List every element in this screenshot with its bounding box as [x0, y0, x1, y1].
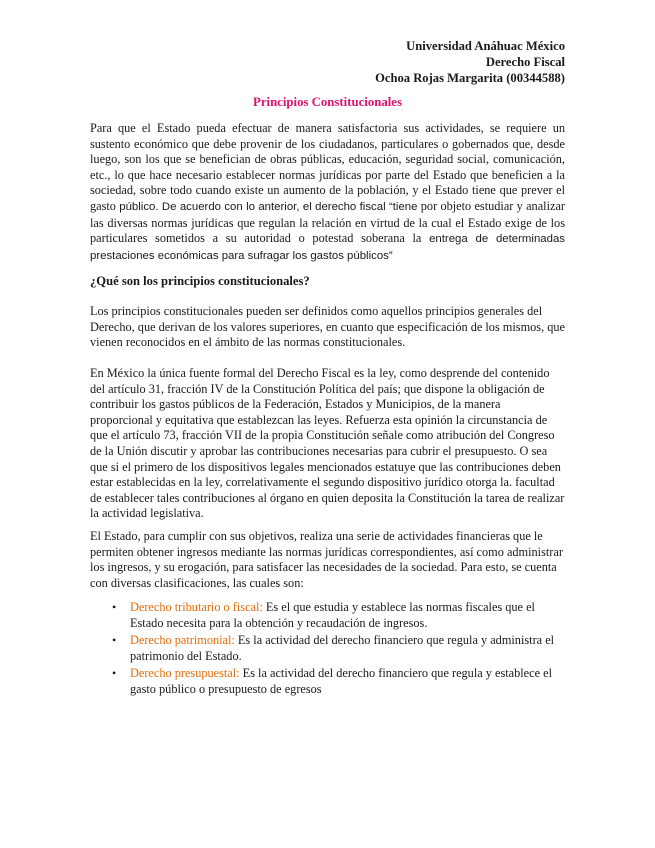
document-header [375, 38, 565, 86]
section-heading: ¿Qué son los principios constitucionales? [90, 274, 310, 288]
list-item-term: Derecho patrimonial: [130, 633, 235, 648]
paragraph-legal-source: En México la única fuente formal del Derecho Fiscal es la ley, como desprende del contenido del artículo 31, fracción IV de la Constitución Política del país; que dispone la obligación de contribuir los gastos públicos de la Federación, Estados y Municipios, de la manera proporcional y equitativa que establezcan las leyes. Refuerza esta opinión la circunstancia de que el artículo 73, fracción VII de la propia Constitución señale como atribución del Congreso de la Unión discutir y aprobar las contribuciones necesarias para cubrir el presupuesto. O sea que si el primero de los dispositivos legales mencionados estatuye que las contribuciones deben estar establecidas en la ley, correlativamente el segundo dispositivo jurídico otorga la. facultad de establecer tales contribuciones al órgano en quien deposita la Constitución la tarea de realizar la actividad legislativa. [90, 366, 565, 521]
list-item-term: Derecho tributario o fiscal: [130, 600, 263, 614]
header-course: Derecho Fiscal [485, 55, 565, 69]
list-item-definition: Es la actividad del derecho financiero que regula y establece el gasto público o presupuesto de egresos [130, 666, 553, 696]
intro-text-quote: por objeto estudiar y analizar las diversas normas jurídicas que regulan la relación en virtud de la cual el Estado exige de los particulares sometidos a su autoridad o potestad soberana la [90, 198, 566, 246]
header-university: Universidad Anáhuac México [406, 39, 565, 53]
list-item-definition: Es el que estudia y establece las normas fiscales que el Estado necesita para la obtención y recaudación de ingresos. [130, 600, 535, 630]
intro-text-sans-1: público. De acuerdo con lo anterior, el derecho fiscal “tiene [119, 200, 418, 213]
classification-list [90, 600, 565, 700]
list-item-definition: Es la actividad del derecho financiero que regula y administra el patrimonio del Estado. [130, 633, 555, 663]
header-student: Ochoa Rojas Margarita (00344588) [375, 71, 565, 85]
list-item [90, 633, 565, 664]
paragraph-classifications: El Estado, para cumplir con sus objetivos, realiza una serie de actividades financieras que le permiten obtener ingresos mediante las normas jurídicas correspondientes, así como administrar los ingresos, y su erogación, para satisfacer las necesidades de la sociedad. Para esto, se cuenta con diversas clasificaciones, las cuales son: [90, 529, 563, 590]
intro-text-main: Para que el Estado pueda efectuar de manera satisfactoria sus actividades, se requiere un sustento económico que debe provenir de los ciudadanos, particulares o gobernados que, desde luego, son los que se benefician de obras públicas, educación, seguridad social, comunicación, etc., lo que hace necesario establecer normas jurídicas por parte del Estado que beneficien a la sociedad, sobre todo cuando existe un aumento de la población, y el Estado tiene que prever el gasto [90, 121, 565, 213]
bullet-glyph: • [112, 633, 117, 648]
document-title: Principios Constitucionales [253, 95, 402, 109]
bullet-glyph: • [112, 666, 117, 681]
list-item-term: Derecho presupuestal: [130, 666, 240, 681]
bullet-glyph: • [112, 600, 117, 614]
intro-paragraph [90, 121, 565, 264]
list-item [90, 666, 565, 697]
paragraph-definition: Los principios constitucionales pueden ser definidos como aquellos principios generales del Derecho, que derivan de los valores superiores, en cuanto que especificación de los mismos, que vienen reconocidos en el ámbito de las normas constitucionales. [90, 304, 565, 350]
list-item [90, 600, 565, 631]
intro-text-sans-2: entrega de determinadas prestaciones económicas para sufragar los gastos públicos” [90, 233, 565, 262]
